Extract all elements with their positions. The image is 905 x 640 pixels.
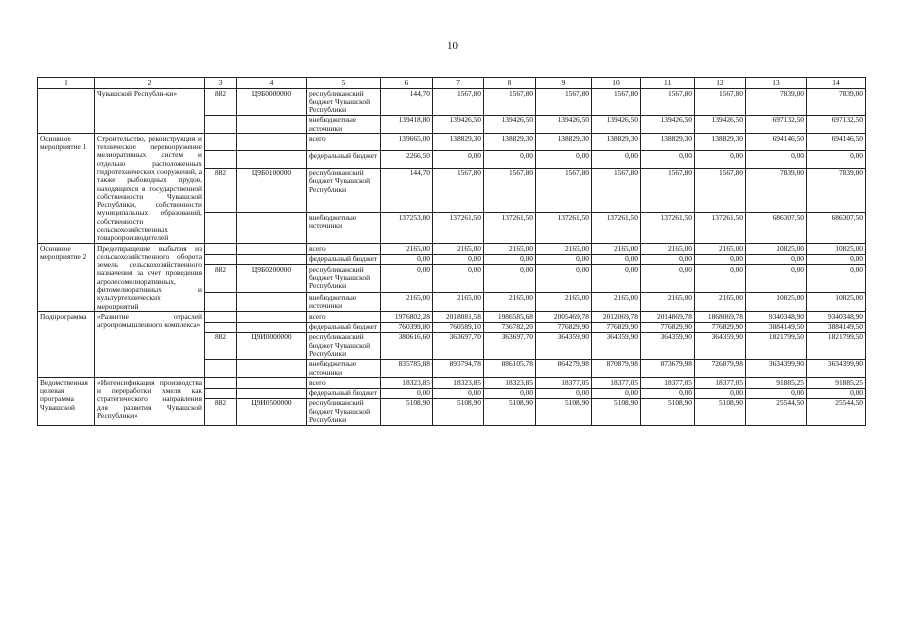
amount-cell: 138829,30 [433, 134, 484, 151]
amount-cell: 18377,05 [641, 378, 695, 388]
amount-cell: 7839,00 [807, 168, 866, 213]
amount-cell: 0,00 [536, 254, 592, 265]
amount-cell: 1567,80 [592, 89, 641, 116]
amount-cell: 5108,90 [695, 398, 746, 425]
program-type: Ведомственная целевая программа Чувашской [38, 378, 95, 425]
amount-cell: 5108,90 [381, 398, 433, 425]
amount-cell: 91885,25 [807, 378, 866, 388]
amount-cell: 363697,70 [484, 332, 536, 359]
funding-source: федеральный бюджет [307, 388, 381, 398]
column-number: 8 [484, 78, 536, 89]
amount-cell: 2165,00 [381, 244, 433, 255]
amount-cell: 364359,90 [592, 332, 641, 359]
column-number: 14 [807, 78, 866, 89]
amount-cell: 18377,05 [536, 378, 592, 388]
amount-cell: 0,00 [536, 388, 592, 398]
column-number: 7 [433, 78, 484, 89]
grbs-code [205, 312, 237, 322]
table-row [38, 378, 866, 388]
amount-cell: 3884149,50 [807, 322, 866, 332]
amount-cell: 18323,85 [381, 378, 433, 388]
funding-source: республиканский бюджет Чувашской Республики [307, 398, 381, 425]
amount-cell: 25544,50 [746, 398, 807, 425]
amount-cell: 0,00 [641, 254, 695, 265]
amount-cell: 137261,50 [433, 213, 484, 244]
amount-cell: 2165,00 [536, 244, 592, 255]
amount-cell: 1567,80 [641, 168, 695, 213]
amount-cell: 0,00 [381, 265, 433, 293]
amount-cell: 0,00 [641, 388, 695, 398]
column-number: 12 [695, 78, 746, 89]
amount-cell: 10825,00 [746, 244, 807, 255]
amount-cell: 7839,00 [746, 168, 807, 213]
amount-cell: 25544,50 [807, 398, 866, 425]
amount-cell: 697132,50 [746, 115, 807, 134]
header-row [38, 78, 866, 89]
program-type [38, 89, 95, 134]
amount-cell: 0,00 [592, 254, 641, 265]
amount-cell: 776829,90 [592, 322, 641, 332]
funding-source: всего [307, 244, 381, 255]
amount-cell: 0,00 [695, 265, 746, 293]
grbs-code: 882 [205, 89, 237, 116]
grbs-code: 882 [205, 265, 237, 293]
amount-cell: 2014869,78 [641, 312, 695, 322]
budget-classification-code: Ц9Б0000000 [237, 89, 307, 116]
funding-source: всего [307, 134, 381, 151]
amount-cell: 2165,00 [641, 293, 695, 312]
amount-cell: 137253,80 [381, 213, 433, 244]
funding-source: внебюджетные источники [307, 115, 381, 134]
column-number: 10 [592, 78, 641, 89]
amount-cell: 139665,00 [381, 134, 433, 151]
grbs-code [205, 322, 237, 332]
amount-cell: 0,00 [807, 265, 866, 293]
funding-source: республиканский бюджет Чувашской Республики [307, 265, 381, 293]
amount-cell: 1821799,50 [746, 332, 807, 359]
table-row [38, 89, 866, 116]
budget-classification-code [237, 322, 307, 332]
column-number: 9 [536, 78, 592, 89]
amount-cell: 5108,90 [592, 398, 641, 425]
funding-source: внебюджетные источники [307, 359, 381, 378]
funding-source: внебюджетные источники [307, 293, 381, 312]
budget-classification-code [237, 213, 307, 244]
column-number: 1 [38, 78, 95, 89]
column-number: 6 [381, 78, 433, 89]
budget-classification-code [237, 244, 307, 255]
amount-cell: 0,00 [484, 151, 536, 168]
amount-cell: 5108,90 [433, 398, 484, 425]
funding-source: республиканский бюджет Чувашской Республики [307, 332, 381, 359]
amount-cell: 364359,90 [641, 332, 695, 359]
amount-cell: 10825,00 [807, 244, 866, 255]
amount-cell: 364359,90 [695, 332, 746, 359]
amount-cell: 5108,90 [641, 398, 695, 425]
amount-cell: 776829,90 [641, 322, 695, 332]
amount-cell: 363697,70 [433, 332, 484, 359]
amount-cell: 0,00 [536, 265, 592, 293]
amount-cell: 1567,80 [641, 89, 695, 116]
funding-source: всего [307, 378, 381, 388]
amount-cell: 2165,00 [484, 244, 536, 255]
amount-cell: 886105,78 [484, 359, 536, 378]
amount-cell: 137261,50 [641, 213, 695, 244]
budget-classification-code [237, 312, 307, 322]
amount-cell: 139426,50 [536, 115, 592, 134]
amount-cell: 10825,00 [746, 293, 807, 312]
amount-cell: 0,00 [807, 151, 866, 168]
amount-cell: 697132,50 [807, 115, 866, 134]
amount-cell: 1567,80 [592, 168, 641, 213]
amount-cell: 139426,50 [433, 115, 484, 134]
budget-classification-code: Ц9И0000000 [237, 332, 307, 359]
amount-cell: 694146,50 [746, 134, 807, 151]
amount-cell: 144,70 [381, 168, 433, 213]
amount-cell: 144,70 [381, 89, 433, 116]
grbs-code [205, 388, 237, 398]
budget-classification-code [237, 254, 307, 265]
program-type: Подпрограмма [38, 312, 95, 378]
amount-cell: 139426,50 [484, 115, 536, 134]
amount-cell: 694146,50 [807, 134, 866, 151]
amount-cell: 1868069,78 [695, 312, 746, 322]
column-number: 4 [237, 78, 307, 89]
amount-cell: 7839,00 [807, 89, 866, 116]
amount-cell: 3634399,90 [807, 359, 866, 378]
amount-cell: 1567,80 [536, 89, 592, 116]
amount-cell: 364359,90 [536, 332, 592, 359]
amount-cell: 0,00 [381, 254, 433, 265]
funding-source: федеральный бюджет [307, 151, 381, 168]
amount-cell: 686307,50 [746, 213, 807, 244]
amount-cell: 2165,00 [536, 293, 592, 312]
amount-cell: 0,00 [746, 388, 807, 398]
funding-source: федеральный бюджет [307, 254, 381, 265]
amount-cell: 137261,50 [592, 213, 641, 244]
amount-cell: 0,00 [592, 151, 641, 168]
funding-source: республиканский бюджет Чувашской Республики [307, 89, 381, 116]
amount-cell: 138829,30 [641, 134, 695, 151]
amount-cell: 835785,88 [381, 359, 433, 378]
table-row [38, 244, 866, 255]
amount-cell: 2165,00 [484, 293, 536, 312]
amount-cell: 18323,85 [433, 378, 484, 388]
amount-cell: 1567,80 [484, 89, 536, 116]
amount-cell: 0,00 [484, 388, 536, 398]
amount-cell: 10825,00 [807, 293, 866, 312]
amount-cell: 0,00 [641, 265, 695, 293]
grbs-code [205, 244, 237, 255]
amount-cell: 9340348,90 [807, 312, 866, 322]
budget-classification-code [237, 151, 307, 168]
amount-cell: 0,00 [433, 265, 484, 293]
amount-cell: 0,00 [641, 151, 695, 168]
amount-cell: 3634399,90 [746, 359, 807, 378]
amount-cell: 380616,60 [381, 332, 433, 359]
grbs-code [205, 293, 237, 312]
grbs-code [205, 359, 237, 378]
amount-cell: 686307,50 [807, 213, 866, 244]
amount-cell: 2012069,78 [592, 312, 641, 322]
amount-cell: 2165,00 [433, 244, 484, 255]
amount-cell: 760589,10 [433, 322, 484, 332]
amount-cell: 2165,00 [695, 293, 746, 312]
grbs-code [205, 378, 237, 388]
amount-cell: 5108,90 [536, 398, 592, 425]
grbs-code [205, 151, 237, 168]
amount-cell: 139426,50 [695, 115, 746, 134]
amount-cell: 0,00 [746, 254, 807, 265]
amount-cell: 776829,90 [536, 322, 592, 332]
amount-cell: 0,00 [807, 254, 866, 265]
grbs-code [205, 115, 237, 134]
amount-cell: 2266,50 [381, 151, 433, 168]
amount-cell: 1567,80 [536, 168, 592, 213]
budget-table [37, 77, 866, 426]
amount-cell: 2018081,58 [433, 312, 484, 322]
program-name: «Развитие отраслей агропромышленного комплекса» [95, 312, 205, 378]
amount-cell: 1821799,50 [807, 332, 866, 359]
amount-cell: 9340348,90 [746, 312, 807, 322]
amount-cell: 139426,50 [641, 115, 695, 134]
amount-cell: 726879,98 [695, 359, 746, 378]
amount-cell: 137261,50 [484, 213, 536, 244]
amount-cell: 1976802,28 [381, 312, 433, 322]
grbs-code [205, 254, 237, 265]
column-number: 2 [95, 78, 205, 89]
amount-cell: 893794,78 [433, 359, 484, 378]
funding-source: внебюджетные источники [307, 213, 381, 244]
amount-cell: 0,00 [484, 265, 536, 293]
amount-cell: 91885,25 [746, 378, 807, 388]
table-row [38, 312, 866, 322]
amount-cell: 776829,90 [695, 322, 746, 332]
program-name: «Интенсификация производства и переработки хмеля как стратегического направления для развития Чувашской Республики» [95, 378, 205, 425]
amount-cell: 0,00 [695, 254, 746, 265]
amount-cell: 2005469,78 [536, 312, 592, 322]
amount-cell: 18377,05 [695, 378, 746, 388]
amount-cell: 0,00 [592, 388, 641, 398]
amount-cell: 2165,00 [592, 244, 641, 255]
amount-cell: 1567,80 [695, 89, 746, 116]
program-name: Предотвращение выбытия из сельскохозяйственного оборота земель сельскохозяйственного назначения за счет проведения агролесомелиоративных, фитомелиоративных и культуртехнических мероприятий [95, 244, 205, 312]
amount-cell: 0,00 [433, 151, 484, 168]
budget-classification-code [237, 359, 307, 378]
column-number: 5 [307, 78, 381, 89]
budget-classification-code: Ц9Б0200000 [237, 265, 307, 293]
amount-cell: 18323,85 [484, 378, 536, 388]
funding-source: федеральный бюджет [307, 322, 381, 332]
budget-classification-code [237, 115, 307, 134]
amount-cell: 138829,30 [695, 134, 746, 151]
program-name: Строительство, реконструкция и техническое перевооружение мелиоративных систем и отдельно расположенных гидротехнических сооружений, а также рыбоводных прудов, находящихся в государственной собственности Чувашской Республики, собственности муниципальных образований, собственности сельскохозяйственных товаропроизводителей [95, 134, 205, 244]
amount-cell: 2165,00 [381, 293, 433, 312]
program-type: Основное мероприятие 1 [38, 134, 95, 244]
amount-cell: 0,00 [746, 265, 807, 293]
column-number: 13 [746, 78, 807, 89]
budget-classification-code: Ц9Б0100000 [237, 168, 307, 213]
amount-cell: 138829,30 [484, 134, 536, 151]
amount-cell: 0,00 [746, 151, 807, 168]
funding-source: республиканский бюджет Чувашской Республики [307, 168, 381, 213]
amount-cell: 139418,80 [381, 115, 433, 134]
amount-cell: 1567,80 [484, 168, 536, 213]
amount-cell: 18377,05 [592, 378, 641, 388]
amount-cell: 139426,50 [592, 115, 641, 134]
amount-cell: 1567,80 [433, 89, 484, 116]
amount-cell: 0,00 [381, 388, 433, 398]
column-number: 3 [205, 78, 237, 89]
budget-classification-code [237, 293, 307, 312]
funding-source: всего [307, 312, 381, 322]
amount-cell: 0,00 [536, 151, 592, 168]
budget-classification-code: Ц9И0500000 [237, 398, 307, 425]
amount-cell: 864279,98 [536, 359, 592, 378]
amount-cell: 0,00 [433, 254, 484, 265]
table-row [38, 134, 866, 151]
amount-cell: 0,00 [695, 388, 746, 398]
amount-cell: 3884149,50 [746, 322, 807, 332]
amount-cell: 2165,00 [592, 293, 641, 312]
amount-cell: 0,00 [433, 388, 484, 398]
grbs-code: 882 [205, 332, 237, 359]
amount-cell: 870879,98 [592, 359, 641, 378]
amount-cell: 138829,30 [536, 134, 592, 151]
page-number: 10 [447, 40, 458, 52]
amount-cell: 1986585,68 [484, 312, 536, 322]
budget-classification-code [237, 378, 307, 388]
amount-cell: 760399,80 [381, 322, 433, 332]
budget-classification-code [237, 134, 307, 151]
grbs-code: 882 [205, 398, 237, 425]
amount-cell: 1567,80 [695, 168, 746, 213]
column-number: 11 [641, 78, 695, 89]
amount-cell: 7839,00 [746, 89, 807, 116]
amount-cell: 2165,00 [641, 244, 695, 255]
grbs-code [205, 134, 237, 151]
amount-cell: 137261,50 [695, 213, 746, 244]
grbs-code [205, 213, 237, 244]
program-name: Чувашской Республи-ки» [95, 89, 205, 134]
grbs-code: 882 [205, 168, 237, 213]
amount-cell: 2165,00 [695, 244, 746, 255]
amount-cell: 137261,50 [536, 213, 592, 244]
amount-cell: 5108,90 [484, 398, 536, 425]
amount-cell: 873679,98 [641, 359, 695, 378]
amount-cell: 0,00 [484, 254, 536, 265]
amount-cell: 0,00 [695, 151, 746, 168]
amount-cell: 0,00 [592, 265, 641, 293]
amount-cell: 138829,30 [592, 134, 641, 151]
program-type: Основное мероприятие 2 [38, 244, 95, 312]
amount-cell: 0,00 [807, 388, 866, 398]
amount-cell: 2165,00 [433, 293, 484, 312]
budget-classification-code [237, 388, 307, 398]
amount-cell: 736782,20 [484, 322, 536, 332]
amount-cell: 1567,80 [433, 168, 484, 213]
